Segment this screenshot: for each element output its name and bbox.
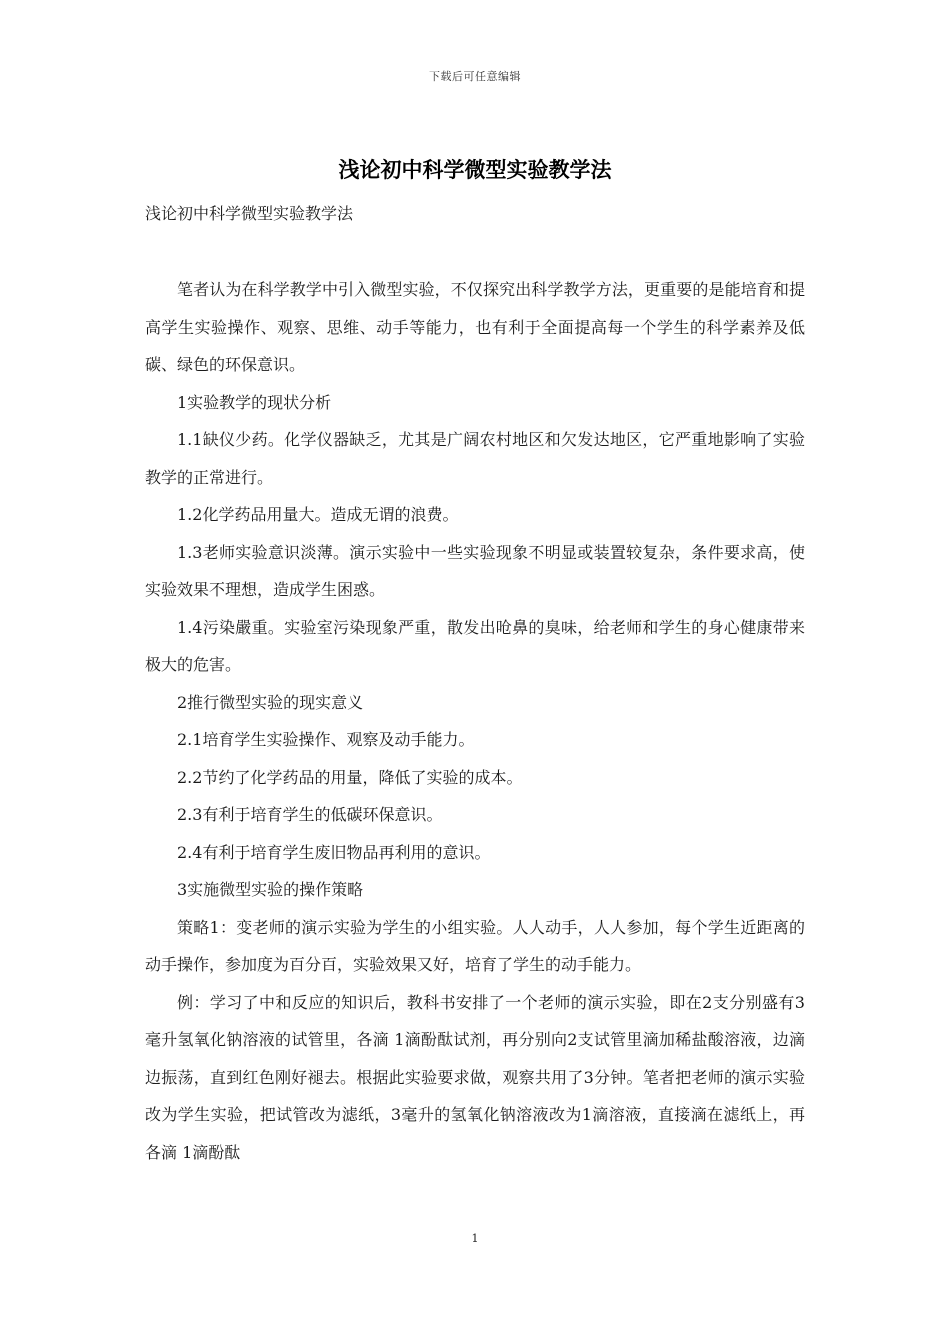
document-subtitle: 浅论初中科学微型实验教学法: [145, 204, 354, 223]
paragraph-2-1: 2.1培育学生实验操作、观察及动手能力。: [177, 730, 475, 749]
section-heading-2: 2推行微型实验的现实意义: [177, 692, 364, 712]
paragraph-strategy-1: 策略1：变老师的演示实验为学生的小组实验。人人动手，人人参加，每个学生近距离的动手操作，参加度为百分百，实验效果又好，培育了学生的动手能力。: [145, 917, 805, 974]
paragraph-2-4: 2.4有利于培育学生废旧物品再利用的意识。: [177, 842, 491, 862]
document-body: [145, 271, 805, 1171]
paragraph-2-3: 2.3有利于培育学生的低碳环保意识。: [177, 805, 443, 824]
page-header-note: 下载后可任意编辑: [429, 70, 521, 83]
paragraph-intro: 笔者认为在科学教学中引入微型实验，不仅探究出科学教学方法，更重要的是能培育和提高学生实验操作、观察、思维、动手等能力，也有利于全面提高每一个学生的科学素养及低碳、绿色的环保意识。: [145, 280, 805, 374]
paragraph-1-2: 1.2化学药品用量大。造成无谓的浪费。: [177, 505, 459, 524]
paragraph-1-4: 1.4污染嚴重。实验室污染现象严重，散发出呛鼻的臭味，给老师和学生的身心健康带来极大的危害。: [145, 617, 805, 674]
paragraph-2-2: 2.2节约了化学药品的用量，降低了实验的成本。: [177, 767, 523, 787]
section-heading-3: 3实施微型实验的操作策略: [177, 880, 364, 899]
paragraph-1-1: 1.1缺仪少药。化学仪器缺乏，尤其是广阔农村地区和欠发达地区，它严重地影响了实验教学的正常进行。: [145, 430, 805, 487]
document-title: 浅论初中科学微型实验教学法: [338, 157, 612, 182]
section-heading-1: 1实验教学的现状分析: [177, 392, 332, 412]
page-number: 1: [471, 1232, 479, 1245]
paragraph-1-3: 1.3老师实验意识淡薄。演示实验中一些实验现象不明显或装置较复杂，条件要求高，使实验效果不理想，造成学生困惑。: [145, 542, 805, 599]
paragraph-example: 例：学习了中和反应的知识后，教科书安排了一个老师的演示实验，即在2支分别盛有3毫升氢氧化钠溶液的试管里，各滴 1滴酚酞试剂，再分别向2支试管里滴加稀盐酸溶液，边滴边振荡，直到红色刚好褪去。根据此实验要求做，观察共用了3分钟。笔者把老师的演示实验改为学生实验，把试管改为滤纸，3毫升的氢氧化钠溶液改为1滴溶液，直接滴在滤纸上，再各滴 1滴酚酞: [145, 992, 805, 1162]
